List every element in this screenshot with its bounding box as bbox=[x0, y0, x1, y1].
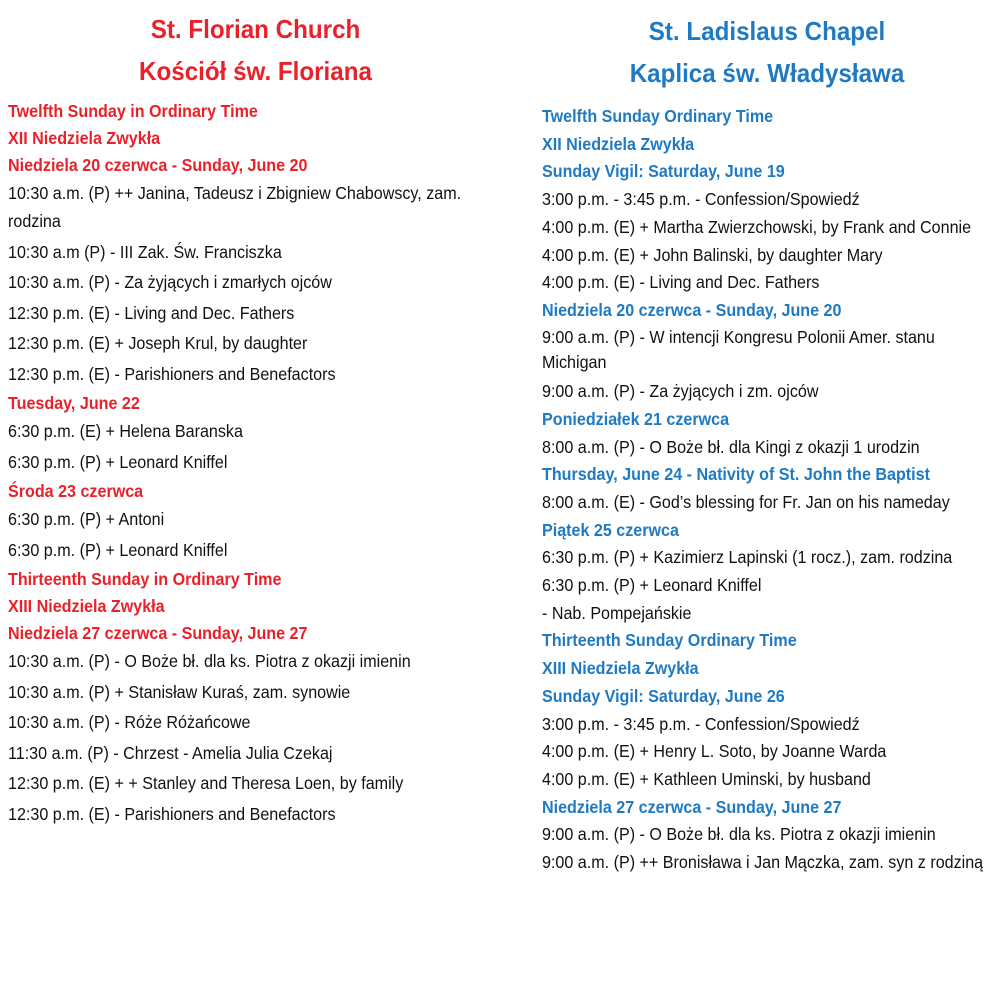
mass-intention-item: 12:30 p.m. (E) + + Stanley and Theresa Loen, by family bbox=[8, 773, 404, 793]
mass-intention-item: 8:00 a.m. (P) - O Boże bł. dla Kingi z okazji 1 urodzin bbox=[542, 436, 920, 457]
st-ladislaus-schedule bbox=[542, 103, 992, 877]
mass-intention-item: 12:30 p.m. (E) + Joseph Krul, by daughter bbox=[8, 333, 308, 353]
mass-intention-item: - Nab. Pompejańskie bbox=[542, 602, 692, 623]
mass-intention-item: 11:30 a.m. (P) - Chrzest - Amelia Julia Czekaj bbox=[8, 742, 333, 763]
mass-intention-item: 12:30 p.m. (E) - Parishioners and Benefactors bbox=[8, 363, 336, 384]
schedule-heading: Piątek 25 czerwca bbox=[542, 519, 679, 540]
st-ladislaus-column bbox=[542, 0, 992, 877]
mass-intention-item: 3:00 p.m. - 3:45 p.m. - Confession/Spowiedź bbox=[542, 189, 860, 210]
st-florian-title-block bbox=[8, 0, 498, 98]
mass-intention-item: 4:00 p.m. (E) + Kathleen Uminski, by husband bbox=[542, 768, 871, 789]
schedule-heading: Środa 23 czerwca bbox=[8, 481, 144, 501]
mass-intention-item: 10:30 a.m. (P) - Za żyjących i zmarłych ojców bbox=[8, 272, 332, 292]
mass-intention-item: 6:30 p.m. (E) + Helena Baranska bbox=[8, 421, 243, 441]
schedule-heading: XII Niedziela Zwykła bbox=[8, 128, 161, 148]
chapel-title-polish: Kaplica św. Władysława bbox=[629, 58, 905, 88]
mass-intention-item: 12:30 p.m. (E) - Living and Dec. Fathers bbox=[8, 302, 295, 323]
schedule-heading: Twelfth Sunday Ordinary Time bbox=[542, 106, 774, 126]
schedule-heading: Niedziela 20 czerwca - Sunday, June 20 bbox=[8, 155, 308, 175]
schedule-heading: Twelfth Sunday in Ordinary Time bbox=[8, 101, 258, 121]
mass-intention-item: 6:30 p.m. (P) + Leonard Kniffel bbox=[542, 575, 762, 596]
schedule-heading: Sunday Vigil: Saturday, June 19 bbox=[542, 161, 785, 182]
mass-intention-item: 4:00 p.m. (E) + Henry L. Soto, by Joanne Warda bbox=[542, 741, 887, 762]
mass-intention-item: 10:30 a.m. (P) + Stanisław Kuraś, zam. synowie bbox=[8, 681, 351, 702]
mass-intention-item: 9:00 a.m. (P) - Za żyjących i zm. ojców bbox=[542, 381, 819, 402]
mass-intention-item: 3:00 p.m. - 3:45 p.m. - Confession/Spowiedź bbox=[542, 713, 860, 734]
mass-intention-item: 4:00 p.m. (E) - Living and Dec. Fathers bbox=[542, 272, 820, 293]
mass-intention-item: 9:00 a.m. (P) - O Boże bł. dla ks. Piotra z okazji imienin bbox=[542, 824, 936, 845]
schedule-heading: Niedziela 27 czerwca - Sunday, June 27 bbox=[542, 796, 842, 817]
st-ladislaus-title-block bbox=[542, 0, 992, 103]
schedule-heading: Thirteenth Sunday Ordinary Time bbox=[542, 630, 797, 651]
st-florian-schedule bbox=[8, 98, 498, 828]
mass-intention-item: 10:30 a.m. (P) - O Boże bł. dla ks. Piotra z okazji imienin bbox=[8, 651, 411, 671]
mass-intention-item: 10:30 a.m. (P) - Róże Różańcowe bbox=[8, 712, 251, 732]
mass-intention-item: 6:30 p.m. (P) + Antoni bbox=[8, 509, 165, 529]
mass-intention-item: 6:30 p.m. (P) + Leonard Kniffel bbox=[8, 451, 228, 472]
church-title-polish: Kościół św. Floriana bbox=[139, 56, 372, 86]
schedule-heading: XII Niedziela Zwykła bbox=[542, 133, 695, 154]
mass-intention-item: 8:00 a.m. (E) - God’s blessing for Fr. Jan on his nameday bbox=[542, 491, 950, 512]
schedule-heading: Niedziela 27 czerwca - Sunday, June 27 bbox=[8, 623, 308, 643]
schedule-heading: XIII Niedziela Zwykła bbox=[542, 658, 699, 679]
schedule-heading: Poniedziałek 21 czerwca bbox=[542, 408, 730, 429]
mass-intention-item: 10:30 a.m. (P) ++ Janina, Tadeusz i Zbigniew Chabowscy, zam. rodzina bbox=[8, 183, 462, 231]
mass-intention-item: 10:30 a.m (P) - III Zak. Św. Franciszka bbox=[8, 241, 282, 262]
mass-intention-item: 12:30 p.m. (E) - Parishioners and Benefactors bbox=[8, 803, 336, 824]
church-title-english: St. Florian Church bbox=[150, 14, 361, 44]
mass-intention-item: 4:00 p.m. (E) + John Balinski, by daughter Mary bbox=[542, 244, 883, 265]
mass-intention-item: 6:30 p.m. (P) + Leonard Kniffel bbox=[8, 539, 228, 560]
mass-intention-item: 9:00 a.m. (P) ++ Bronisława i Jan Mączka, zam. syn z rodziną bbox=[542, 852, 984, 873]
schedule-heading: XIII Niedziela Zwykła bbox=[8, 596, 165, 616]
schedule-heading: Tuesday, June 22 bbox=[8, 393, 140, 413]
st-florian-column bbox=[8, 0, 498, 830]
mass-intention-item: 4:00 p.m. (E) + Martha Zwierzchowski, by Frank and Connie bbox=[542, 216, 972, 237]
schedule-heading: Thirteenth Sunday in Ordinary Time bbox=[8, 569, 282, 589]
mass-intention-item: 6:30 p.m. (P) + Kazimierz Lapinski (1 rocz.), zam. rodzina bbox=[542, 547, 953, 568]
mass-intention-item: 9:00 a.m. (P) - W intencji Kongresu Polonii Amer. stanu Michigan bbox=[542, 326, 935, 373]
schedule-heading: Sunday Vigil: Saturday, June 26 bbox=[542, 685, 785, 706]
schedule-heading: Niedziela 20 czerwca - Sunday, June 20 bbox=[542, 299, 842, 320]
schedule-heading: Thursday, June 24 - Nativity of St. John the Baptist bbox=[542, 464, 930, 485]
chapel-title-english: St. Ladislaus Chapel bbox=[648, 16, 886, 46]
